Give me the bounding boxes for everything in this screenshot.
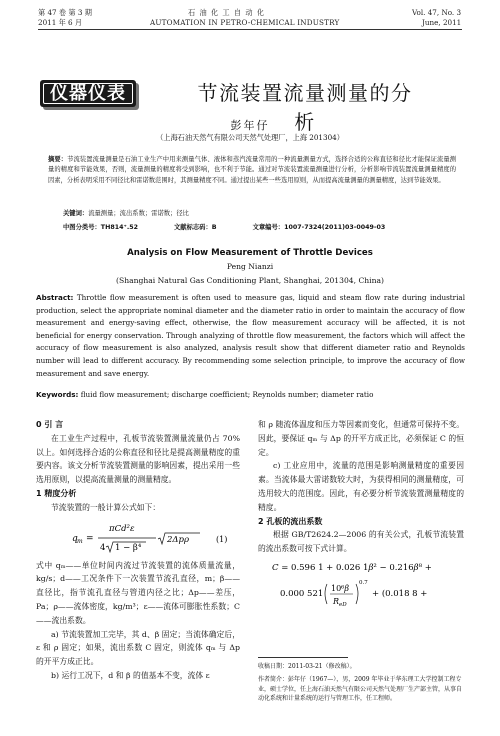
equation-1 [36, 515, 240, 559]
article-number: 文章编号：1007-7324(2011)03-0049-03 [252, 224, 386, 231]
symbol-definitions: 式中 qₘ——单位时间内流过节流装置的流体质量流量，kg/s；d——工况条件下一次装置节流孔直径，m；β——直径比，指节流孔直径与管道内径之比；Δp——差压，Pa；ρ——流体密度，kg/m³；ε——流体可膨胀性系数；C——流出系数。 [36, 560, 240, 625]
affiliation-cn: （上海石油天然气有限公司天然气处理厂，上海 201304） [156, 133, 344, 142]
item-b: b) 运行工况下，d 和 β 的值基本不变，流体 ε [51, 670, 210, 680]
clc-number: 中图分类号：TH814⁺.52 [63, 224, 138, 231]
title-cn: 节流装置流量测量的分析 [197, 81, 413, 134]
abstract-cn-label: 摘要： [48, 156, 68, 163]
svg-text:R: R [333, 596, 340, 606]
section-badge-label: 仪器仪表 [43, 83, 133, 104]
footnote-rule [258, 657, 348, 658]
keywords-cn-label: 关键词： [63, 210, 89, 217]
header-rule [38, 29, 462, 30]
svg-text:10⁶β: 10⁶β [331, 583, 350, 593]
header-volume-en: Vol. 47, No. 3 [412, 8, 462, 17]
svg-text:2Δpρ: 2Δpρ [167, 534, 189, 545]
author-cn: 彭年仔 [230, 119, 270, 132]
header-journal-en: AUTOMATION IN PETRO-CHEMICAL INDUSTRY [150, 18, 340, 27]
equation-1-number: (1) [216, 534, 228, 544]
section-2-paragraph: 根据 GB/T2624.2—2006 的有关公式，孔板节流装置的流出系数可按下式计算。 [258, 530, 464, 554]
classification-cn [63, 222, 421, 231]
section-1-heading: 1 精度分析 [36, 488, 77, 498]
item-a: a) 节流装置加工完毕，其 d、β 固定；当流体确定后，ε 和 ρ 固定；如果，流出系数 C 固定，则流体 qₘ 与 Δp 的开平方成正比。 [36, 629, 240, 667]
left-column [36, 418, 240, 683]
title-en: Analysis on Flow Measurement of Throttle Devices [127, 248, 373, 258]
svg-text:eD: eD [339, 601, 347, 608]
section-badge [40, 80, 136, 107]
svg-text:q: q [72, 533, 78, 544]
header-journal-cn: 石 油 化 工 自 动 化 [188, 8, 266, 17]
keywords-en-text: fluid flow measurement; discharge coefficient; Reynolds number; diameter ratio [78, 390, 374, 399]
footnote-author: 作者简介：彭年仔（1967—），男，2009 年毕业于华东理工大学控制工程专业，硕士学位，任上海石油天然气有限公司天然气处理厂生产部主管，从事自动化系统和计量系统的运行与管理工作，任工程师。 [258, 676, 463, 702]
section-1-intro: 节流装置的一般计算公式如下： [51, 502, 161, 512]
svg-text:C = 0.596 1 + 0.026 1β² − 0.21: C = 0.596 1 + 0.026 1β² − 0.216β⁸ + [272, 562, 432, 573]
right-paragraph-1: 和 ρ 随流体温度和压力等因素而变化，但通常可保持不变。因此，要保证 qₘ 与 Δp 的开平方成正比，必须保证 C 的恒定。 [258, 420, 464, 457]
affiliation-en: (Shanghai Natural Gas Conditioning Plant, Shanghai, 201304, China) [116, 276, 384, 285]
svg-text:m: m [77, 537, 83, 545]
svg-text:4: 4 [100, 542, 106, 553]
keywords-en [36, 390, 465, 399]
equation-2-formula [258, 556, 464, 618]
svg-text:+ (0.018 8 +: + (0.018 8 + [372, 588, 428, 599]
document-code: 文献标志码：B [173, 224, 217, 231]
keywords-cn [63, 208, 189, 217]
right-column [258, 418, 464, 618]
header-date-cn: 2011 年 6 月 [38, 18, 83, 27]
author-en: Peng Nianzi [226, 262, 274, 271]
keywords-cn-text: 流量测量；流出系数；雷诺数；径比 [88, 210, 189, 217]
header-volume: 第 47 卷 第 3 期 [38, 8, 92, 17]
abstract-en-label: Abstract: [36, 293, 74, 302]
svg-text:=: = [86, 533, 94, 544]
section-0-heading: 0 引 言 [36, 420, 64, 429]
footnote-received: 收稿日期：2011-03-21（修改稿）。 [258, 663, 356, 670]
section-2-heading: 2 孔板的流出系数 [258, 516, 323, 526]
abstract-cn [48, 155, 456, 186]
equation-2 [258, 556, 464, 618]
section-0-paragraph: 在工业生产过程中，孔板节流装置测量流量仍占 70%以上。如何选择合适的公称直径和径比是提高测量精度的重要内容。该文分析节流装置测量的影响因素，提出采用一些选用原则，以提高流量测量的测量精度。 [36, 433, 240, 485]
abstract-en-text: Throttle flow measurement is often used to measure gas, liquid and steam flow rate during industrial production, select the appropriate nominal diameter and the diameter ratio in order to maintain the accuracy of flow measurement and energy-saving effect, otherwise, the flow measurement accuracy will be affected, it is not beneficial for energy conservation. Through analyzing of throttle flow measurement, the factors which will affect the accuracy of flow measurement is also analyzed, analysis result show that different diameter ratio and Reynolds number will lead to different accuracy. By recommending some selection principle, to improve the accuracy of flow measurement and save energy. [36, 293, 465, 378]
svg-text:1 − β⁴: 1 − β⁴ [115, 542, 142, 553]
equation-1-formula [36, 515, 240, 559]
svg-text:0.000 521: 0.000 521 [280, 588, 324, 599]
abstract-cn-text: 节流装置流量测量是石油工业生产中用来测量气体、液体和蒸汽流量常用的一种流量测量方式，选择合适的公称直径和径比才能保证流量测量的精度和节能效果，否则，流量测量的精度将受到影响，也不利于节能。通过对节流装置流量测量进行分析，分析影响节流装置流量测量精度的因素，分析表明采用不同径比和雷诺数范围时，其测量精度不同。通过提出某些一些选用原则，从而提高流量测量的测量精度，达到节能效果。 [48, 156, 457, 184]
keywords-en-label: Keywords: [36, 390, 79, 399]
item-c: c) 工业应用中，流量的范围是影响测量精度的重要因素。当流体最大雷诺数较大时，为获得相同的测量精度，可选用较大的范围度。因此，有必要分析节流装置测量精度的精度。 [258, 461, 464, 512]
abstract-en [36, 292, 465, 380]
svg-text:0.7: 0.7 [359, 579, 368, 586]
header-date-en: June, 2011 [422, 18, 462, 27]
svg-text:πCd²ε: πCd²ε [109, 523, 135, 534]
